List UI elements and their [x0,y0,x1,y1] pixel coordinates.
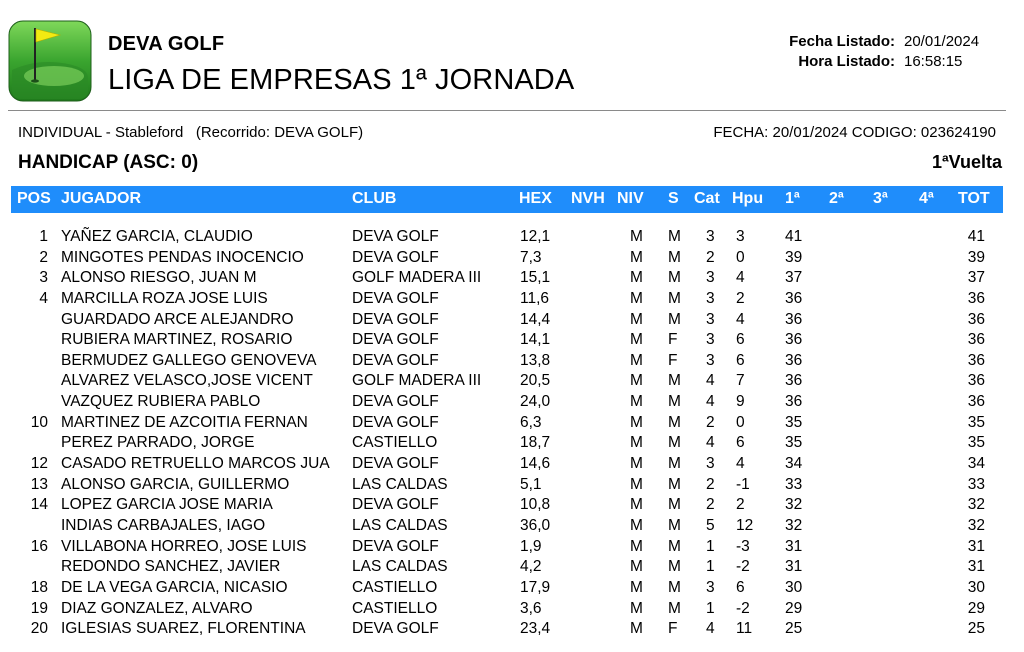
col-header-club: CLUB [352,190,397,207]
round1-cell: 35 [785,413,803,431]
hex-cell: 12,1 [520,228,551,245]
player-cell: PEREZ PARRADO, JORGE [61,434,255,452]
results-table [0,227,1024,640]
hpu-cell: 9 [736,393,745,411]
category-cell: 3 [706,331,715,349]
table-row [0,557,1024,578]
total-cell: 31 [967,537,985,555]
hpu-cell: -1 [736,475,750,493]
club-cell: DEVA GOLF [352,351,439,369]
niv-cell: M [630,537,643,555]
player-cell: VILLABONA HORREO, JOSE LUIS [61,537,307,555]
col-header-pos: POS [17,190,51,207]
sex-cell: M [668,516,681,534]
category-cell: 3 [706,578,715,596]
total-cell: 36 [967,393,985,411]
category-cell: 3 [706,455,715,473]
table-row [0,371,1024,392]
player-cell: YAÑEZ GARCIA, CLAUDIO [61,228,253,245]
niv-cell: M [630,393,643,411]
total-cell: 36 [967,331,985,349]
hex-cell: 13,8 [520,351,551,369]
fecha-label: Fecha Listado: [789,33,895,50]
hpu-cell: 12 [736,516,754,534]
total-cell: 36 [967,372,985,390]
club-cell: LAS CALDAS [352,475,448,493]
listing-meta [789,32,988,72]
position-cell: 19 [30,599,48,617]
niv-cell: M [630,289,643,307]
table-row [0,454,1024,475]
sex-cell: F [668,351,678,369]
sex-cell: M [668,537,681,555]
table-row [0,433,1024,454]
player-cell: INDIAS CARBAJALES, IAGO [61,516,266,534]
club-cell: DEVA GOLF [352,455,439,473]
hex-cell: 17,9 [520,578,551,596]
total-cell: 35 [967,413,985,431]
col-header-player: JUGADOR [61,190,142,207]
col-header-hex: HEX [519,190,552,207]
hpu-cell: 11 [736,620,753,638]
player-cell: ALONSO GARCIA, GUILLERMO [61,475,290,493]
header-divider [8,110,1006,111]
club-cell: DEVA GOLF [352,496,439,514]
table-row [0,289,1024,310]
table-row [0,599,1024,620]
table-header [11,186,1003,213]
round1-cell: 32 [785,496,803,514]
club-cell: DEVA GOLF [352,620,439,638]
hpu-cell: -3 [736,537,750,555]
player-cell: RUBIERA MARTINEZ, ROSARIO [61,331,293,349]
category-cell: 1 [706,558,715,576]
niv-cell: M [630,228,643,245]
category-cell: 5 [706,516,715,534]
niv-cell: M [630,475,643,493]
club-cell: GOLF MADERA III [352,269,482,287]
category-cell: 2 [706,413,715,431]
club-cell: DEVA GOLF [352,537,439,555]
total-cell: 34 [967,455,985,473]
hpu-cell: -2 [736,599,750,617]
player-cell: MARCILLA ROZA JOSE LUIS [61,289,268,307]
sex-cell: M [668,248,681,266]
hpu-cell: 4 [736,269,745,287]
hpu-cell: 7 [736,372,745,390]
niv-cell: M [630,351,643,369]
sex-cell: M [668,372,681,390]
sex-cell: F [668,620,678,638]
round1-cell: 31 [785,558,803,576]
fecha-value: 20/01/2024 [904,33,980,50]
hpu-cell: -2 [736,558,750,576]
hex-cell: 10,8 [520,496,551,514]
total-cell: 32 [967,496,985,514]
club-name: DEVA GOLF [108,33,225,55]
hex-cell: 4,2 [520,558,542,576]
position-cell: 12 [30,455,48,473]
table-row [0,475,1024,496]
col-header-round4: 4ª [919,190,934,207]
niv-cell: M [630,496,643,514]
category-cell: 2 [706,248,715,266]
position-cell: 16 [30,537,48,555]
club-cell: CASTIELLO [352,599,438,617]
player-cell: IGLESIAS SUAREZ, FLORENTINA [61,620,306,638]
sex-cell: M [668,413,681,431]
position-cell: 10 [30,413,48,431]
player-cell: ALVAREZ VELASCO,JOSE VICENT [61,372,313,390]
club-cell: DEVA GOLF [352,289,439,307]
col-header-total: TOT [958,190,990,207]
position-cell: 2 [39,248,48,266]
table-row [0,392,1024,413]
total-cell: 41 [967,228,985,245]
club-cell: DEVA GOLF [352,248,439,266]
hex-cell: 1,9 [520,537,542,555]
category-cell: 4 [706,372,715,390]
hex-cell: 14,6 [520,455,551,473]
sex-cell: M [668,496,681,514]
total-cell: 39 [967,248,985,266]
hpu-cell: 6 [736,434,745,452]
niv-cell: M [630,269,643,287]
category-cell: 3 [706,351,715,369]
total-cell: 31 [967,558,985,576]
col-header-round3: 3ª [873,190,888,207]
table-row [0,413,1024,434]
hex-cell: 20,5 [520,372,551,390]
position-cell: 14 [30,496,48,514]
round1-cell: 32 [785,516,803,534]
hex-cell: 6,3 [520,413,542,431]
hora-label: Hora Listado: [798,53,895,70]
table-row [0,227,1024,248]
table-row [0,516,1024,537]
col-header-cat: Cat [694,190,720,207]
niv-cell: M [630,516,643,534]
table-row [0,537,1024,558]
category-cell: 4 [706,620,715,638]
hex-cell: 3,6 [520,599,542,617]
position-cell: 13 [30,475,48,493]
competition-info: INDIVIDUAL - Stableford (Recorrido: DEVA GOLF) [18,124,364,141]
category-cell: 3 [706,310,715,328]
round-title: 1ªVuelta [931,152,1002,172]
table-row [0,248,1024,269]
club-cell: GOLF MADERA III [352,372,482,390]
col-header-niv: NIV [617,190,644,207]
col-header-nvh: NVH [571,190,605,207]
player-cell: DIAZ GONZALEZ, ALVARO [61,599,253,617]
category-cell: 3 [706,269,715,287]
table-row [0,330,1024,351]
niv-cell: M [630,310,643,328]
date-code-info: FECHA: 20/01/2024 CODIGO: 023624190 [713,124,996,141]
hpu-cell: 6 [736,331,745,349]
player-cell: LOPEZ GARCIA JOSE MARIA [61,496,273,514]
hex-cell: 15,1 [520,269,551,287]
event-title: LIGA DE EMPRESAS 1ª JORNADA [108,64,575,96]
niv-cell: M [630,248,643,266]
niv-cell: M [630,455,643,473]
category-cell: 2 [706,496,715,514]
hex-cell: 24,0 [520,393,551,411]
col-header-hpu: Hpu [732,190,764,207]
round1-cell: 33 [785,475,803,493]
hpu-cell: 4 [736,310,745,328]
table-row [0,578,1024,599]
hpu-cell: 6 [736,578,745,596]
club-cell: DEVA GOLF [352,413,439,431]
round1-cell: 41 [785,228,803,245]
round1-cell: 25 [785,620,803,638]
hpu-cell: 0 [736,248,745,266]
round1-cell: 39 [785,248,803,266]
club-cell: DEVA GOLF [352,393,439,411]
table-row [0,310,1024,331]
player-cell: MARTINEZ DE AZCOITIA FERNAN [61,413,308,431]
table-row [0,619,1024,640]
hpu-cell: 3 [736,228,745,245]
player-cell: VAZQUEZ RUBIERA PABLO [61,393,261,411]
table-row [0,495,1024,516]
total-cell: 36 [967,310,985,328]
total-cell: 30 [967,578,985,596]
hex-cell: 11,6 [520,289,550,307]
category-cell: 1 [706,537,715,555]
player-cell: DE LA VEGA GARCIA, NICASIO [61,578,288,596]
category-cell: 4 [706,434,715,452]
total-cell: 25 [967,620,985,638]
round1-cell: 34 [785,455,803,473]
hpu-cell: 2 [736,496,745,514]
total-cell: 29 [967,599,985,617]
hex-cell: 14,1 [520,331,551,349]
niv-cell: M [630,434,643,452]
niv-cell: M [630,599,643,617]
niv-cell: M [630,558,643,576]
total-cell: 33 [967,475,985,493]
table-row [0,351,1024,372]
hpu-cell: 0 [736,413,745,431]
club-cell: LAS CALDAS [352,558,448,576]
sex-cell: M [668,269,681,287]
niv-cell: M [630,620,643,638]
sex-cell: M [668,599,681,617]
sex-cell: M [668,310,681,328]
col-header-s: S [668,190,679,207]
round1-cell: 31 [785,537,803,555]
player-cell: CASADO RETRUELLO MARCOS JUA [61,455,330,473]
golf-flag-logo-icon [8,20,92,102]
round1-cell: 29 [785,599,803,617]
round1-cell: 35 [785,434,803,452]
position-cell: 20 [30,620,48,638]
category-cell: 3 [706,228,715,245]
sex-cell: M [668,393,681,411]
club-cell: DEVA GOLF [352,331,439,349]
sex-cell: M [668,289,681,307]
handicap-title: HANDICAP (ASC: 0) [18,152,199,173]
sex-cell: M [668,228,681,245]
position-cell: 18 [30,578,48,596]
total-cell: 36 [967,289,985,307]
club-cell: CASTIELLO [352,434,438,452]
sex-cell: M [668,475,681,493]
round1-cell: 37 [785,269,803,287]
round1-cell: 36 [785,310,803,328]
sex-cell: M [668,578,681,596]
round1-cell: 36 [785,331,803,349]
hpu-cell: 2 [736,289,745,307]
player-cell: BERMUDEZ GALLEGO GENOVEVA [61,351,317,369]
total-cell: 35 [967,434,985,452]
sex-cell: M [668,434,681,452]
round1-cell: 30 [785,578,803,596]
club-cell: LAS CALDAS [352,516,448,534]
hpu-cell: 4 [736,455,745,473]
hex-cell: 23,4 [520,620,551,638]
category-cell: 4 [706,393,715,411]
position-cell: 1 [39,228,48,245]
category-cell: 1 [706,599,715,617]
round1-cell: 36 [785,289,803,307]
niv-cell: M [630,331,643,349]
position-cell: 4 [39,289,48,307]
round1-cell: 36 [785,393,803,411]
category-cell: 2 [706,475,715,493]
position-cell: 3 [39,269,48,287]
niv-cell: M [630,413,643,431]
club-cell: DEVA GOLF [352,310,439,328]
hex-cell: 5,1 [520,475,542,493]
table-row [0,268,1024,289]
niv-cell: M [630,372,643,390]
club-cell: DEVA GOLF [352,228,439,245]
sex-cell: F [668,331,678,349]
niv-cell: M [630,578,643,596]
player-cell: MINGOTES PENDAS INOCENCIO [61,248,304,266]
sex-cell: M [668,455,681,473]
club-cell: CASTIELLO [352,578,438,596]
sex-cell: M [668,558,681,576]
hex-cell: 14,4 [520,310,551,328]
hex-cell: 36,0 [520,516,551,534]
hex-cell: 18,7 [520,434,551,452]
col-header-round2: 2ª [829,190,844,207]
player-cell: ALONSO RIESGO, JUAN M [61,269,257,287]
hpu-cell: 6 [736,351,745,369]
total-cell: 32 [967,516,985,534]
player-cell: GUARDADO ARCE ALEJANDRO [61,310,294,328]
total-cell: 37 [967,269,985,287]
hora-value: 16:58:15 [904,53,963,70]
player-cell: REDONDO SANCHEZ, JAVIER [61,558,281,576]
round1-cell: 36 [785,351,803,369]
total-cell: 36 [967,351,985,369]
round1-cell: 36 [785,372,803,390]
category-cell: 3 [706,289,715,307]
col-header-round1: 1ª [785,190,800,207]
hex-cell: 7,3 [520,248,542,266]
